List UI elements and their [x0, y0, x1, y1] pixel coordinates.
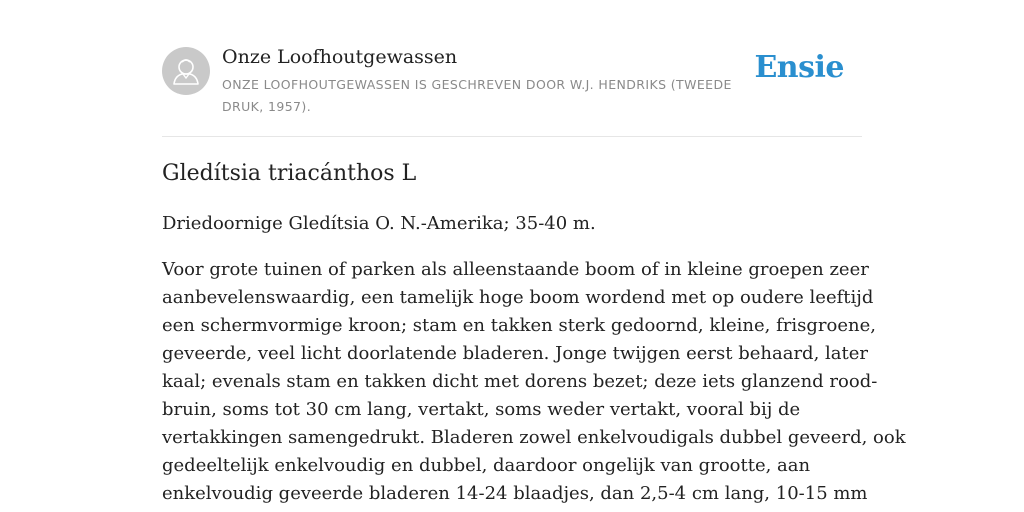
publication-header: [162, 44, 862, 137]
publication-subtitle: ONZE LOOFHOUTGEWASSEN IS GESCHREVEN DOOR W.J. HENDRIKS (TWEEDE DRUK, 1957).: [222, 77, 732, 114]
body-line: Voor grote tuinen of parken als alleenstaande boom of in kleine groepen zeer: [162, 259, 869, 280]
publication-avatar[interactable]: [162, 47, 210, 95]
publication-title[interactable]: Onze Loofhoutgewassen: [222, 46, 458, 68]
body-line: vertakkingen samengedrukt. Bladeren zowel enkelvoudigals dubbel geveerd, ook: [162, 427, 906, 448]
article-title: Gledítsia triacánthos L: [162, 161, 417, 186]
ensie-logo[interactable]: Ensie: [754, 50, 844, 85]
body-line: kaal; evenals stam en takken dicht met dorens bezet; deze iets glanzend rood-: [162, 371, 878, 392]
body-line: geveerde, veel licht doorlatende bladeren. Jonge twijgen eerst behaard, later: [162, 343, 868, 364]
article-subtitle: Driedoornige Gledítsia O. N.-Amerika; 35-40 m.: [162, 213, 596, 234]
user-icon: [162, 47, 210, 95]
body-line: gedeeltelijk enkelvoudig en dubbel, daardoor ongelijk van grootte, aan: [162, 455, 811, 476]
body-line: een schermvormige kroon; stam en takken sterk gedoornd, kleine, frisgroene,: [162, 315, 876, 336]
body-line: bruin, soms tot 30 cm lang, vertakt, soms weder vertakt, vooral bij de: [162, 399, 801, 420]
body-line: aanbevelenswaardig, een tamelijk hoge boom wordend met op oudere leeftijd: [162, 287, 874, 308]
body-line: enkelvoudig geveerde bladeren 14-24 blaadjes, dan 2,5-4 cm lang, 10-15 mm: [162, 483, 868, 504]
article: [162, 158, 906, 508]
article-body: [162, 256, 906, 508]
